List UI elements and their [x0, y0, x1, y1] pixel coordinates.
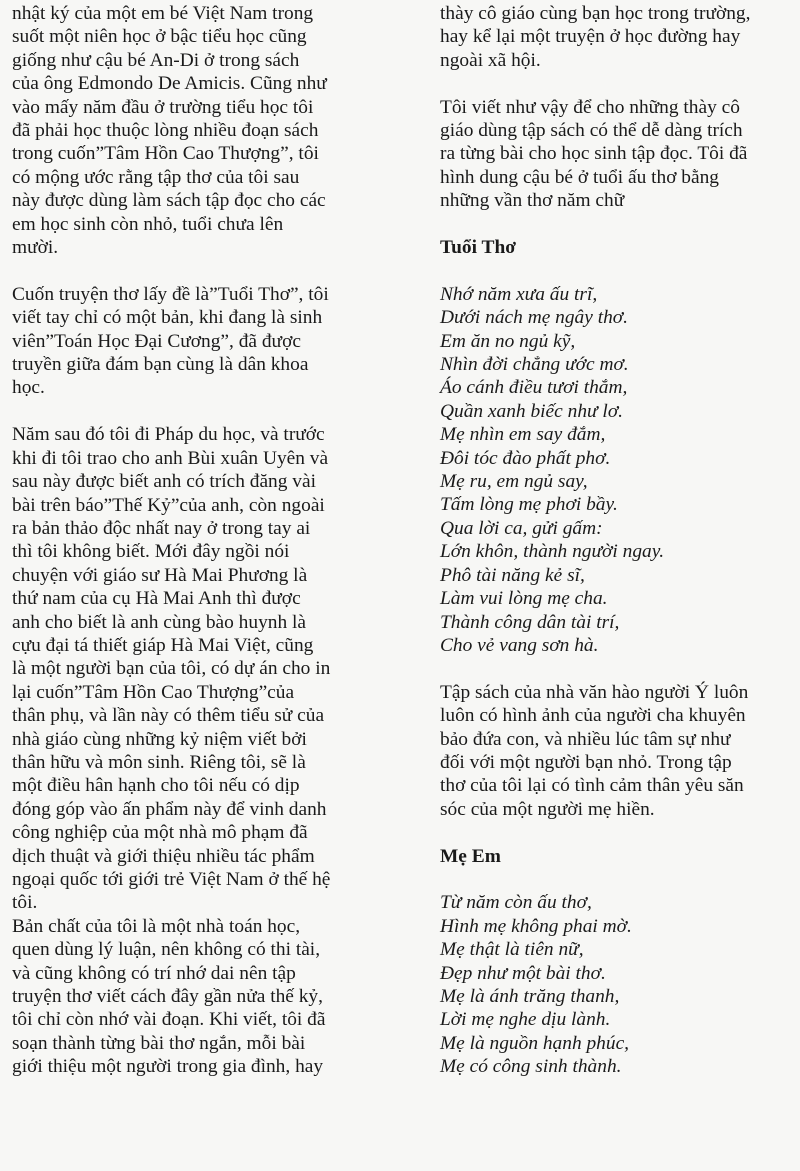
poem-line: Mẹ là ánh trăng thanh,	[440, 985, 620, 1007]
text-line: những vần thơ năm chữ	[440, 190, 625, 212]
text-line: Tập sách của nhà văn hào người Ý luôn	[440, 681, 749, 703]
text-line: hay kể lại một truyện ở học đường hay	[440, 26, 741, 48]
text-line: thứ nam của cụ Hà Mai Anh thì được	[12, 588, 301, 610]
text-line: truyện thơ viết cách đây gần nửa thế kỷ,	[12, 986, 323, 1008]
poem-line: Lời mẹ nghe dịu lành.	[440, 1009, 611, 1031]
text-line: viên”Toán Học Đại Cương”, đã được	[12, 330, 301, 352]
paragraph-1	[440, 2, 800, 72]
paragraph-gap	[12, 400, 377, 423]
text-line: quen dùng lý luận, nên không có thi tài,	[12, 939, 321, 961]
poem-line: Em ăn no ngủ kỹ,	[440, 330, 576, 352]
poem-line: Thành công dân tài trí,	[440, 611, 620, 633]
paragraph-3	[440, 681, 800, 821]
poem-line: Qua lời ca, gửi gấm:	[440, 517, 603, 539]
text-line: công nghiệp của một nhà mô phạm đã	[12, 822, 308, 844]
poem-line: Mẹ là nguồn hạnh phúc,	[440, 1032, 630, 1054]
text-line: của ông Edmondo De Amicis. Cũng như	[12, 73, 327, 95]
text-line: giáo dùng tập sách có thể dễ dàng trích	[440, 120, 743, 142]
text-line: chuyện với giáo sư Hà Mai Phương là	[12, 564, 308, 586]
poem-line: Từ năm còn ấu thơ,	[440, 892, 592, 914]
text-line: giới thiệu một người trong gia đình, hay	[12, 1056, 324, 1078]
text-line: đã phải học thuộc lòng nhiều đoạn sách	[12, 120, 319, 142]
paragraph-2	[440, 96, 800, 213]
poem-tuoi-tho	[440, 283, 800, 658]
poem-line: Mẹ thật là tiên nữ,	[440, 939, 584, 961]
poem-line: Quần xanh biếc như lơ.	[440, 400, 624, 422]
text-line: soạn thành từng bài thơ ngắn, mỗi bài	[12, 1032, 306, 1054]
poem-line: Lớn khôn, thành người ngay.	[440, 541, 665, 563]
text-line: viết tay chỉ có một bản, khi đang là sinh	[12, 307, 323, 329]
text-line: lại cuốn”Tâm Hồn Cao Thượng”của	[12, 681, 295, 703]
text-line: thân phụ, và lần này có thêm tiểu sử của	[12, 705, 325, 727]
text-line: hình dung cậu bé ở tuổi ấu thơ bằng	[440, 166, 719, 188]
text-line: mười.	[12, 237, 59, 259]
paragraph-4	[12, 915, 377, 1079]
text-line: em học sinh còn nhỏ, tuổi chưa lên	[12, 213, 284, 235]
text-line: sau này được biết anh có trích đăng vài	[12, 471, 316, 493]
text-line: ngoài xã hội.	[440, 49, 541, 71]
text-line: Cuốn truyện thơ lấy đề là”Tuổi Thơ”, tôi	[12, 283, 329, 305]
paragraph-3	[12, 423, 377, 915]
text-line: một điều hân hạnh cho tôi nếu có dịp	[12, 775, 300, 797]
text-line: thày cô giáo cùng bạn học trong trường,	[440, 3, 751, 24]
poem-line: Mẹ có công sinh thành.	[440, 1056, 622, 1078]
text-line: suốt một niên học ở bậc tiểu học cũng	[12, 26, 307, 48]
text-line: ra bản thảo độc nhất nay ở trong tay ai	[12, 517, 311, 539]
text-line: có mộng ước rằng tập thơ của tôi sau	[12, 166, 300, 188]
text-line: Bản chất của tôi là một nhà toán học,	[12, 915, 301, 937]
text-line: khi đi tôi trao cho anh Bùi xuân Uyên và	[12, 447, 329, 469]
poem-line: Làm vui lòng mẹ cha.	[440, 588, 608, 610]
paragraph-gap	[440, 72, 800, 95]
paragraph-1	[12, 2, 377, 259]
text-line: nhật ký của một em bé Việt Nam trong	[12, 3, 314, 24]
poem-line: Đôi tóc đào phất phơ.	[440, 447, 611, 469]
text-line: giống như cậu bé An-Di ở trong sách	[12, 49, 300, 71]
text-line: vào mấy năm đầu ở trường tiểu học tôi	[12, 96, 314, 118]
text-line: nhà giáo cùng những kỷ niệm viết bởi	[12, 728, 307, 750]
text-line: thơ của tôi lại có tình cảm thân yêu săn	[440, 775, 744, 797]
poem-line: Hình mẹ không phai mờ.	[440, 915, 632, 937]
poem-title-me-em: Mẹ Em	[440, 845, 501, 867]
poem-line: Nhìn đời chẳng ước mơ.	[440, 354, 629, 376]
text-line: ra từng bài cho học sinh tập đọc. Tôi đã	[440, 143, 748, 165]
poem-line: Áo cánh điều tươi thắm,	[440, 377, 628, 399]
poem-line: Dưới nách mẹ ngây thơ.	[440, 307, 628, 329]
text-line: luôn có hình ảnh của người cha khuyên	[440, 705, 746, 727]
poem-line: Phô tài năng kẻ sĩ,	[440, 564, 585, 586]
text-line: ngoại quốc tới giới trẻ Việt Nam ở thế hệ	[12, 869, 331, 890]
text-line: sóc của một người mẹ hiền.	[440, 798, 655, 820]
text-line: này được dùng làm sách tập đọc cho các	[12, 190, 326, 212]
poem-line: Cho vẻ vang sơn hà.	[440, 634, 599, 656]
text-line: tôi.	[12, 892, 38, 914]
text-line: và cũng không có trí nhớ dai nên tập	[12, 962, 296, 984]
text-line: thân hữu và môn sinh. Riêng tôi, sẽ là	[12, 751, 306, 773]
poem-title-tuoi-tho: Tuổi Thơ	[440, 237, 516, 259]
text-line: học.	[12, 377, 45, 399]
text-line: là một người bạn của tôi, có dự án cho in	[12, 658, 331, 680]
paragraph-gap	[440, 821, 800, 844]
text-line: đối với một người bạn nhỏ. Trong tập	[440, 751, 732, 773]
text-line: Năm sau đó tôi đi Pháp du học, và trước	[12, 424, 325, 446]
text-line: truyền giữa đám bạn cùng là dân khoa	[12, 354, 309, 376]
text-line: anh cho biết là anh cùng bào huynh là	[12, 611, 307, 633]
poem-line: Tấm lòng mẹ phơi bầy.	[440, 494, 618, 516]
text-line: bài trên báo”Thế Kỷ”của anh, còn ngoài	[12, 494, 325, 516]
text-line: bảo đứa con, và nhiều lúc tâm sự như	[440, 728, 731, 750]
paragraph-gap	[440, 868, 800, 891]
paragraph-2	[12, 283, 377, 400]
paragraph-gap	[440, 213, 800, 236]
text-line: tôi chỉ còn nhớ vài đoạn. Khi viết, tôi đã	[12, 1009, 326, 1031]
right-column	[440, 2, 800, 1079]
text-line: dịch thuật và giới thiệu nhiều tác phẩm	[12, 845, 315, 867]
poem-line: Đẹp như một bài thơ.	[440, 962, 606, 984]
poem-line: Mẹ ru, em ngủ say,	[440, 471, 588, 493]
left-column	[12, 2, 377, 1079]
poem-line: Mẹ nhìn em say đắm,	[440, 424, 606, 446]
poem-me-em	[440, 891, 800, 1078]
text-line: đóng góp vào ấn phẩm này để vinh danh	[12, 798, 327, 820]
text-line: Tôi viết như vậy để cho những thày cô	[440, 96, 740, 118]
text-line: cựu đại tá thiết giáp Hà Mai Việt, cũng	[12, 634, 314, 656]
paragraph-gap	[12, 259, 377, 282]
text-line: thì tôi không biết. Mới đây ngồi nói	[12, 541, 290, 563]
poem-line: Nhớ năm xưa ấu trĩ,	[440, 283, 598, 305]
paragraph-gap	[440, 657, 800, 680]
paragraph-gap	[440, 259, 800, 282]
text-line: trong cuốn”Tâm Hồn Cao Thượng”, tôi	[12, 143, 319, 165]
